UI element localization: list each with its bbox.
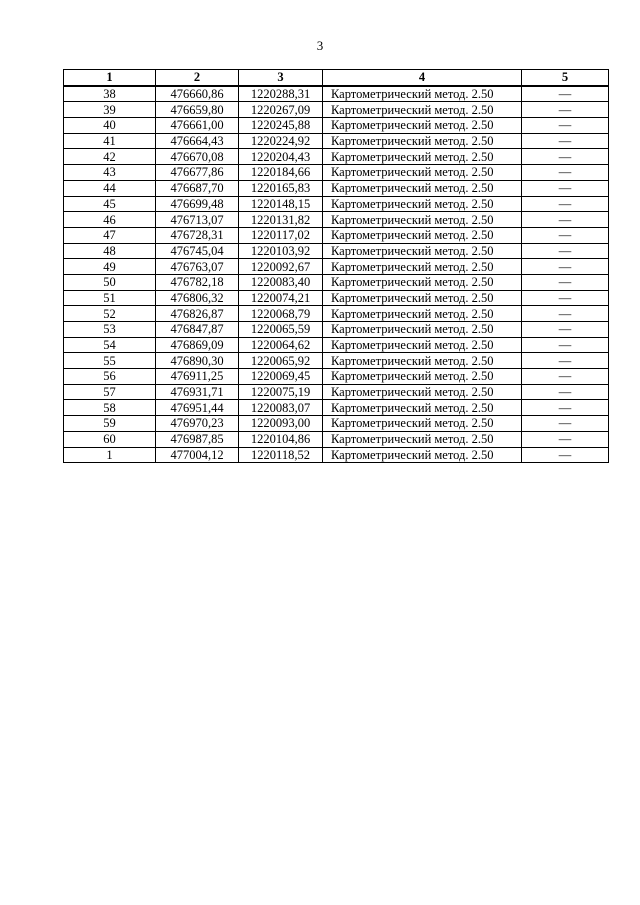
cell-coordinate-y: 1220069,45	[239, 369, 323, 385]
table-row	[64, 416, 609, 432]
coordinates-table	[63, 69, 609, 463]
table-row	[64, 322, 609, 338]
cell-method: Картометрический метод. 2.50	[323, 306, 522, 322]
cell-point-number: 48	[64, 243, 156, 259]
cell-coordinate-y: 1220117,02	[239, 227, 323, 243]
cell-coordinate-x: 476745,04	[156, 243, 239, 259]
table-row	[64, 353, 609, 369]
cell-point-number: 53	[64, 322, 156, 338]
cell-method: Картометрический метод. 2.50	[323, 447, 522, 463]
cell-point-number: 57	[64, 384, 156, 400]
table-row	[64, 259, 609, 275]
cell-coordinate-y: 1220165,83	[239, 180, 323, 196]
cell-coordinate-y: 1220148,15	[239, 196, 323, 212]
cell-point-number: 58	[64, 400, 156, 416]
cell-coordinate-x: 476713,07	[156, 212, 239, 228]
cell-coordinate-y: 1220083,07	[239, 400, 323, 416]
cell-method: Картометрический метод. 2.50	[323, 149, 522, 165]
cell-note: —	[522, 337, 609, 353]
table-row	[64, 102, 609, 118]
table-row	[64, 86, 609, 102]
cell-point-number: 50	[64, 274, 156, 290]
cell-coordinate-x: 476670,08	[156, 149, 239, 165]
table-row	[64, 212, 609, 228]
cell-point-number: 59	[64, 416, 156, 432]
cell-note: —	[522, 447, 609, 463]
cell-point-number: 47	[64, 227, 156, 243]
cell-point-number: 55	[64, 353, 156, 369]
cell-method: Картометрический метод. 2.50	[323, 133, 522, 149]
cell-coordinate-x: 476951,44	[156, 400, 239, 416]
cell-method: Картометрический метод. 2.50	[323, 400, 522, 416]
cell-coordinate-x: 476677,86	[156, 165, 239, 181]
cell-method: Картометрический метод. 2.50	[323, 369, 522, 385]
cell-coordinate-y: 1220065,59	[239, 322, 323, 338]
table-row	[64, 337, 609, 353]
cell-point-number: 60	[64, 431, 156, 447]
cell-method: Картометрический метод. 2.50	[323, 227, 522, 243]
cell-coordinate-x: 476687,70	[156, 180, 239, 196]
table-row	[64, 290, 609, 306]
cell-coordinate-y: 1220092,67	[239, 259, 323, 275]
cell-note: —	[522, 369, 609, 385]
table-row	[64, 227, 609, 243]
cell-coordinate-x: 476659,80	[156, 102, 239, 118]
cell-point-number: 38	[64, 86, 156, 102]
cell-method: Картометрический метод. 2.50	[323, 416, 522, 432]
cell-coordinate-x: 476911,25	[156, 369, 239, 385]
cell-point-number: 54	[64, 337, 156, 353]
cell-coordinate-x: 476847,87	[156, 322, 239, 338]
cell-coordinate-y: 1220245,88	[239, 118, 323, 134]
cell-method: Картометрический метод. 2.50	[323, 274, 522, 290]
cell-note: —	[522, 86, 609, 102]
cell-coordinate-y: 1220065,92	[239, 353, 323, 369]
cell-coordinate-x: 476728,31	[156, 227, 239, 243]
cell-coordinate-x: 476987,85	[156, 431, 239, 447]
cell-method: Картометрический метод. 2.50	[323, 337, 522, 353]
cell-coordinate-x: 476699,48	[156, 196, 239, 212]
cell-point-number: 49	[64, 259, 156, 275]
cell-coordinate-x: 476661,00	[156, 118, 239, 134]
cell-coordinate-y: 1220224,92	[239, 133, 323, 149]
cell-coordinate-y: 1220288,31	[239, 86, 323, 102]
cell-coordinate-x: 476664,43	[156, 133, 239, 149]
cell-point-number: 44	[64, 180, 156, 196]
cell-point-number: 41	[64, 133, 156, 149]
cell-coordinate-x: 476890,30	[156, 353, 239, 369]
header-cell-5: 5	[522, 70, 609, 86]
cell-method: Картометрический метод. 2.50	[323, 384, 522, 400]
table-row	[64, 165, 609, 181]
cell-point-number: 46	[64, 212, 156, 228]
cell-coordinate-x: 476660,86	[156, 86, 239, 102]
cell-note: —	[522, 431, 609, 447]
cell-method: Картометрический метод. 2.50	[323, 243, 522, 259]
cell-point-number: 42	[64, 149, 156, 165]
cell-coordinate-x: 477004,12	[156, 447, 239, 463]
cell-note: —	[522, 227, 609, 243]
table-row	[64, 149, 609, 165]
cell-coordinate-y: 1220068,79	[239, 306, 323, 322]
table-row	[64, 369, 609, 385]
cell-coordinate-y: 1220184,66	[239, 165, 323, 181]
table-row	[64, 447, 609, 463]
cell-method: Картометрический метод. 2.50	[323, 431, 522, 447]
cell-point-number: 51	[64, 290, 156, 306]
cell-note: —	[522, 353, 609, 369]
cell-method: Картометрический метод. 2.50	[323, 322, 522, 338]
cell-coordinate-y: 1220083,40	[239, 274, 323, 290]
cell-note: —	[522, 400, 609, 416]
table-row	[64, 400, 609, 416]
cell-method: Картометрический метод. 2.50	[323, 353, 522, 369]
cell-method: Картометрический метод. 2.50	[323, 118, 522, 134]
cell-point-number: 39	[64, 102, 156, 118]
cell-coordinate-y: 1220131,82	[239, 212, 323, 228]
cell-coordinate-x: 476869,09	[156, 337, 239, 353]
cell-note: —	[522, 133, 609, 149]
cell-method: Картометрический метод. 2.50	[323, 259, 522, 275]
cell-coordinate-y: 1220075,19	[239, 384, 323, 400]
cell-coordinate-y: 1220103,92	[239, 243, 323, 259]
table-header	[64, 70, 609, 86]
cell-coordinate-y: 1220074,21	[239, 290, 323, 306]
cell-point-number: 1	[64, 447, 156, 463]
cell-note: —	[522, 290, 609, 306]
cell-coordinate-x: 476763,07	[156, 259, 239, 275]
cell-note: —	[522, 416, 609, 432]
cell-method: Картометрический метод. 2.50	[323, 102, 522, 118]
table-body	[64, 86, 609, 463]
header-row	[64, 70, 609, 86]
cell-point-number: 45	[64, 196, 156, 212]
cell-note: —	[522, 384, 609, 400]
cell-coordinate-x: 476806,32	[156, 290, 239, 306]
table-row	[64, 274, 609, 290]
cell-coordinate-y: 1220118,52	[239, 447, 323, 463]
cell-note: —	[522, 274, 609, 290]
cell-point-number: 56	[64, 369, 156, 385]
cell-point-number: 40	[64, 118, 156, 134]
cell-note: —	[522, 118, 609, 134]
table-row	[64, 306, 609, 322]
cell-note: —	[522, 180, 609, 196]
table-row	[64, 180, 609, 196]
cell-note: —	[522, 322, 609, 338]
cell-point-number: 43	[64, 165, 156, 181]
cell-note: —	[522, 196, 609, 212]
table-row	[64, 196, 609, 212]
header-cell-1: 1	[64, 70, 156, 86]
cell-method: Картометрический метод. 2.50	[323, 212, 522, 228]
cell-coordinate-y: 1220104,86	[239, 431, 323, 447]
cell-coordinate-x: 476931,71	[156, 384, 239, 400]
cell-method: Картометрический метод. 2.50	[323, 165, 522, 181]
cell-note: —	[522, 259, 609, 275]
cell-note: —	[522, 212, 609, 228]
header-cell-4: 4	[323, 70, 522, 86]
cell-coordinate-y: 1220204,43	[239, 149, 323, 165]
cell-coordinate-x: 476826,87	[156, 306, 239, 322]
cell-note: —	[522, 102, 609, 118]
table-row	[64, 384, 609, 400]
cell-coordinate-y: 1220064,62	[239, 337, 323, 353]
cell-note: —	[522, 149, 609, 165]
page-number: 3	[316, 38, 324, 53]
cell-note: —	[522, 243, 609, 259]
cell-coordinate-y: 1220093,00	[239, 416, 323, 432]
cell-method: Картометрический метод. 2.50	[323, 196, 522, 212]
cell-point-number: 52	[64, 306, 156, 322]
table-row	[64, 431, 609, 447]
cell-method: Картометрический метод. 2.50	[323, 180, 522, 196]
table-row	[64, 118, 609, 134]
cell-coordinate-x: 476970,23	[156, 416, 239, 432]
table-row	[64, 243, 609, 259]
table-row	[64, 133, 609, 149]
header-cell-3: 3	[239, 70, 323, 86]
cell-method: Картометрический метод. 2.50	[323, 86, 522, 102]
cell-coordinate-x: 476782,18	[156, 274, 239, 290]
header-cell-2: 2	[156, 70, 239, 86]
cell-note: —	[522, 306, 609, 322]
cell-note: —	[522, 165, 609, 181]
cell-method: Картометрический метод. 2.50	[323, 290, 522, 306]
cell-coordinate-y: 1220267,09	[239, 102, 323, 118]
